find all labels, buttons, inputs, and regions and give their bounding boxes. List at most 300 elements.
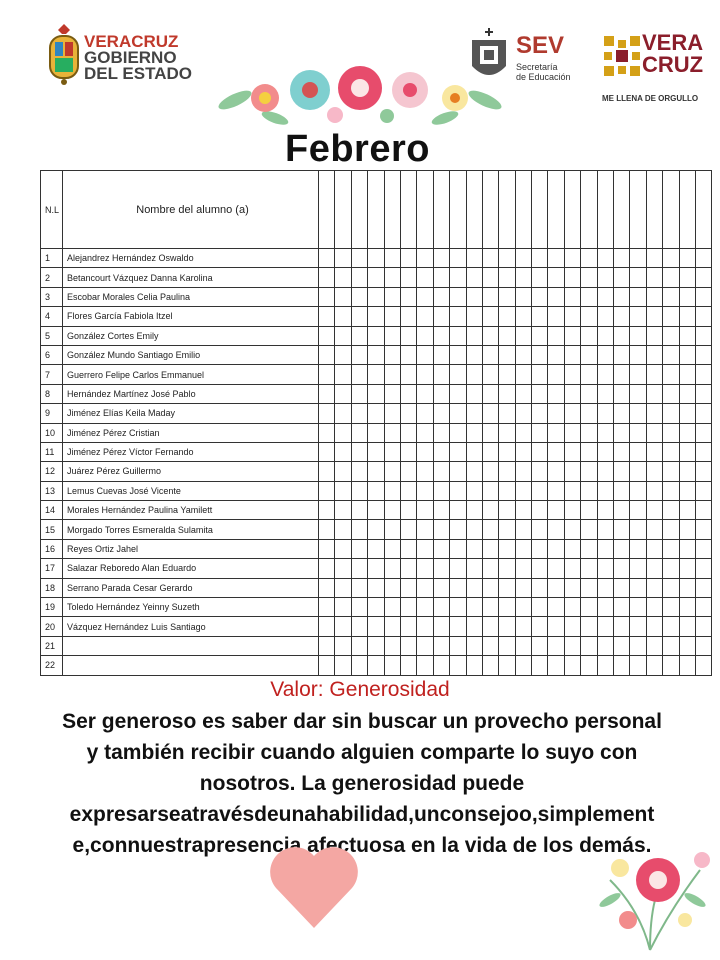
attendance-cell[interactable] [482,404,498,423]
attendance-cell[interactable] [384,481,400,500]
attendance-cell[interactable] [433,268,449,287]
attendance-cell[interactable] [384,287,400,306]
attendance-cell[interactable] [351,481,367,500]
attendance-cell[interactable] [515,249,531,268]
attendance-cell[interactable] [417,326,433,345]
attendance-cell[interactable] [695,539,711,558]
attendance-cell[interactable] [368,326,384,345]
attendance-cell[interactable] [695,249,711,268]
attendance-cell[interactable] [400,462,416,481]
attendance-cell[interactable] [679,287,695,306]
attendance-cell[interactable] [384,636,400,655]
attendance-cell[interactable] [597,501,613,520]
attendance-cell[interactable] [450,326,466,345]
attendance-cell[interactable] [581,384,597,403]
attendance-cell[interactable] [564,404,580,423]
attendance-cell[interactable] [368,539,384,558]
attendance-cell[interactable] [319,578,335,597]
attendance-cell[interactable] [581,268,597,287]
attendance-cell[interactable] [532,423,548,442]
attendance-cell[interactable] [400,442,416,461]
attendance-cell[interactable] [417,656,433,675]
attendance-cell[interactable] [499,656,515,675]
attendance-cell[interactable] [679,384,695,403]
attendance-cell[interactable] [335,539,351,558]
attendance-cell[interactable] [564,462,580,481]
attendance-cell[interactable] [679,636,695,655]
attendance-cell[interactable] [319,249,335,268]
attendance-cell[interactable] [319,520,335,539]
attendance-cell[interactable] [417,404,433,423]
attendance-cell[interactable] [597,462,613,481]
attendance-cell[interactable] [368,520,384,539]
attendance-cell[interactable] [433,365,449,384]
attendance-cell[interactable] [515,598,531,617]
attendance-cell[interactable] [335,249,351,268]
attendance-cell[interactable] [384,423,400,442]
attendance-cell[interactable] [581,404,597,423]
attendance-cell[interactable] [515,520,531,539]
attendance-cell[interactable] [532,384,548,403]
attendance-cell[interactable] [548,404,564,423]
attendance-cell[interactable] [630,326,646,345]
attendance-cell[interactable] [532,636,548,655]
attendance-cell[interactable] [695,636,711,655]
attendance-cell[interactable] [482,307,498,326]
attendance-cell[interactable] [663,656,679,675]
attendance-cell[interactable] [614,404,630,423]
attendance-cell[interactable] [368,481,384,500]
attendance-cell[interactable] [564,287,580,306]
attendance-cell[interactable] [499,249,515,268]
attendance-cell[interactable] [646,462,662,481]
attendance-cell[interactable] [368,636,384,655]
attendance-cell[interactable] [614,501,630,520]
attendance-cell[interactable] [417,501,433,520]
attendance-cell[interactable] [564,423,580,442]
attendance-cell[interactable] [417,617,433,636]
attendance-cell[interactable] [335,268,351,287]
attendance-cell[interactable] [368,578,384,597]
attendance-cell[interactable] [581,656,597,675]
attendance-cell[interactable] [548,268,564,287]
attendance-cell[interactable] [319,656,335,675]
attendance-cell[interactable] [532,539,548,558]
attendance-cell[interactable] [695,287,711,306]
attendance-cell[interactable] [499,481,515,500]
attendance-cell[interactable] [384,268,400,287]
attendance-cell[interactable] [614,365,630,384]
attendance-cell[interactable] [351,501,367,520]
attendance-cell[interactable] [630,520,646,539]
attendance-cell[interactable] [564,365,580,384]
attendance-cell[interactable] [515,539,531,558]
attendance-cell[interactable] [679,501,695,520]
attendance-cell[interactable] [466,404,482,423]
attendance-cell[interactable] [515,559,531,578]
attendance-cell[interactable] [695,481,711,500]
attendance-cell[interactable] [597,481,613,500]
attendance-cell[interactable] [548,442,564,461]
attendance-cell[interactable] [499,442,515,461]
attendance-cell[interactable] [482,617,498,636]
attendance-cell[interactable] [482,462,498,481]
attendance-cell[interactable] [384,656,400,675]
attendance-cell[interactable] [679,326,695,345]
attendance-cell[interactable] [351,617,367,636]
attendance-cell[interactable] [499,501,515,520]
attendance-cell[interactable] [630,462,646,481]
attendance-cell[interactable] [581,539,597,558]
attendance-cell[interactable] [646,365,662,384]
attendance-cell[interactable] [663,559,679,578]
attendance-cell[interactable] [663,307,679,326]
attendance-cell[interactable] [679,249,695,268]
attendance-cell[interactable] [548,462,564,481]
attendance-cell[interactable] [597,307,613,326]
attendance-cell[interactable] [581,520,597,539]
attendance-cell[interactable] [319,462,335,481]
attendance-cell[interactable] [597,268,613,287]
attendance-cell[interactable] [466,617,482,636]
attendance-cell[interactable] [646,617,662,636]
attendance-cell[interactable] [319,481,335,500]
attendance-cell[interactable] [597,598,613,617]
attendance-cell[interactable] [499,559,515,578]
attendance-cell[interactable] [368,249,384,268]
attendance-cell[interactable] [351,559,367,578]
attendance-cell[interactable] [450,462,466,481]
attendance-cell[interactable] [482,384,498,403]
attendance-cell[interactable] [532,462,548,481]
attendance-cell[interactable] [597,539,613,558]
attendance-cell[interactable] [548,578,564,597]
attendance-cell[interactable] [319,326,335,345]
attendance-cell[interactable] [564,326,580,345]
attendance-cell[interactable] [581,636,597,655]
attendance-cell[interactable] [319,501,335,520]
attendance-cell[interactable] [581,365,597,384]
attendance-cell[interactable] [450,307,466,326]
attendance-cell[interactable] [614,423,630,442]
attendance-cell[interactable] [532,404,548,423]
attendance-cell[interactable] [646,636,662,655]
attendance-cell[interactable] [335,462,351,481]
attendance-cell[interactable] [646,442,662,461]
attendance-cell[interactable] [646,578,662,597]
attendance-cell[interactable] [597,578,613,597]
attendance-cell[interactable] [614,287,630,306]
attendance-cell[interactable] [400,598,416,617]
attendance-cell[interactable] [663,617,679,636]
attendance-cell[interactable] [532,598,548,617]
attendance-cell[interactable] [400,656,416,675]
attendance-cell[interactable] [417,539,433,558]
attendance-cell[interactable] [564,578,580,597]
attendance-cell[interactable] [499,326,515,345]
attendance-cell[interactable] [630,656,646,675]
attendance-cell[interactable] [368,617,384,636]
attendance-cell[interactable] [597,287,613,306]
attendance-cell[interactable] [597,249,613,268]
attendance-cell[interactable] [564,520,580,539]
attendance-cell[interactable] [499,520,515,539]
attendance-cell[interactable] [450,559,466,578]
attendance-cell[interactable] [466,578,482,597]
attendance-cell[interactable] [433,326,449,345]
attendance-cell[interactable] [630,384,646,403]
attendance-cell[interactable] [319,365,335,384]
attendance-cell[interactable] [679,578,695,597]
attendance-cell[interactable] [564,345,580,364]
attendance-cell[interactable] [663,462,679,481]
attendance-cell[interactable] [630,481,646,500]
attendance-cell[interactable] [319,384,335,403]
attendance-cell[interactable] [499,307,515,326]
attendance-cell[interactable] [630,442,646,461]
attendance-cell[interactable] [515,287,531,306]
attendance-cell[interactable] [597,520,613,539]
attendance-cell[interactable] [548,656,564,675]
attendance-cell[interactable] [351,598,367,617]
attendance-cell[interactable] [450,598,466,617]
attendance-cell[interactable] [515,656,531,675]
attendance-cell[interactable] [695,268,711,287]
attendance-cell[interactable] [433,520,449,539]
attendance-cell[interactable] [663,520,679,539]
attendance-cell[interactable] [384,404,400,423]
attendance-cell[interactable] [548,345,564,364]
attendance-cell[interactable] [482,559,498,578]
attendance-cell[interactable] [630,559,646,578]
attendance-cell[interactable] [433,539,449,558]
attendance-cell[interactable] [335,423,351,442]
attendance-cell[interactable] [450,423,466,442]
attendance-cell[interactable] [630,598,646,617]
attendance-cell[interactable] [466,345,482,364]
attendance-cell[interactable] [499,617,515,636]
attendance-cell[interactable] [335,501,351,520]
attendance-cell[interactable] [646,268,662,287]
attendance-cell[interactable] [663,345,679,364]
attendance-cell[interactable] [319,287,335,306]
attendance-cell[interactable] [351,578,367,597]
attendance-cell[interactable] [384,520,400,539]
attendance-cell[interactable] [433,617,449,636]
attendance-cell[interactable] [351,249,367,268]
attendance-cell[interactable] [630,617,646,636]
attendance-cell[interactable] [417,365,433,384]
attendance-cell[interactable] [466,442,482,461]
attendance-cell[interactable] [450,520,466,539]
attendance-cell[interactable] [630,539,646,558]
attendance-cell[interactable] [515,384,531,403]
attendance-cell[interactable] [515,365,531,384]
attendance-cell[interactable] [368,656,384,675]
attendance-cell[interactable] [564,559,580,578]
attendance-cell[interactable] [597,617,613,636]
attendance-cell[interactable] [663,268,679,287]
attendance-cell[interactable] [679,442,695,461]
attendance-cell[interactable] [663,501,679,520]
attendance-cell[interactable] [433,656,449,675]
attendance-cell[interactable] [564,307,580,326]
attendance-cell[interactable] [695,617,711,636]
attendance-cell[interactable] [581,617,597,636]
attendance-cell[interactable] [466,636,482,655]
attendance-cell[interactable] [417,559,433,578]
attendance-cell[interactable] [695,307,711,326]
attendance-cell[interactable] [663,249,679,268]
attendance-cell[interactable] [482,636,498,655]
attendance-cell[interactable] [663,326,679,345]
attendance-cell[interactable] [614,384,630,403]
attendance-cell[interactable] [466,656,482,675]
attendance-cell[interactable] [335,578,351,597]
attendance-cell[interactable] [695,578,711,597]
attendance-cell[interactable] [450,384,466,403]
attendance-cell[interactable] [335,520,351,539]
attendance-cell[interactable] [351,345,367,364]
attendance-cell[interactable] [614,345,630,364]
attendance-cell[interactable] [581,345,597,364]
attendance-cell[interactable] [515,578,531,597]
attendance-cell[interactable] [384,326,400,345]
attendance-cell[interactable] [319,559,335,578]
attendance-cell[interactable] [532,481,548,500]
attendance-cell[interactable] [614,656,630,675]
attendance-cell[interactable] [319,598,335,617]
attendance-cell[interactable] [319,307,335,326]
attendance-cell[interactable] [630,287,646,306]
attendance-cell[interactable] [450,578,466,597]
attendance-cell[interactable] [597,326,613,345]
attendance-cell[interactable] [515,404,531,423]
attendance-cell[interactable] [335,307,351,326]
attendance-cell[interactable] [433,636,449,655]
attendance-cell[interactable] [679,462,695,481]
attendance-cell[interactable] [646,501,662,520]
attendance-cell[interactable] [384,442,400,461]
attendance-cell[interactable] [384,307,400,326]
attendance-cell[interactable] [646,307,662,326]
attendance-cell[interactable] [548,598,564,617]
attendance-cell[interactable] [564,501,580,520]
attendance-cell[interactable] [450,481,466,500]
attendance-cell[interactable] [532,365,548,384]
attendance-cell[interactable] [614,442,630,461]
attendance-cell[interactable] [581,578,597,597]
attendance-cell[interactable] [400,384,416,403]
attendance-cell[interactable] [597,559,613,578]
attendance-cell[interactable] [482,249,498,268]
attendance-cell[interactable] [548,423,564,442]
attendance-cell[interactable] [417,384,433,403]
attendance-cell[interactable] [433,578,449,597]
attendance-cell[interactable] [679,539,695,558]
attendance-cell[interactable] [433,423,449,442]
attendance-cell[interactable] [368,462,384,481]
attendance-cell[interactable] [384,559,400,578]
attendance-cell[interactable] [663,442,679,461]
attendance-cell[interactable] [400,559,416,578]
attendance-cell[interactable] [400,481,416,500]
attendance-cell[interactable] [400,578,416,597]
attendance-cell[interactable] [466,539,482,558]
attendance-cell[interactable] [319,404,335,423]
attendance-cell[interactable] [614,481,630,500]
attendance-cell[interactable] [466,501,482,520]
attendance-cell[interactable] [532,249,548,268]
attendance-cell[interactable] [614,268,630,287]
attendance-cell[interactable] [433,249,449,268]
attendance-cell[interactable] [646,656,662,675]
attendance-cell[interactable] [564,598,580,617]
attendance-cell[interactable] [417,249,433,268]
attendance-cell[interactable] [532,656,548,675]
attendance-cell[interactable] [400,501,416,520]
attendance-cell[interactable] [581,442,597,461]
attendance-cell[interactable] [400,539,416,558]
attendance-cell[interactable] [400,617,416,636]
attendance-cell[interactable] [679,423,695,442]
attendance-cell[interactable] [450,501,466,520]
attendance-cell[interactable] [466,365,482,384]
attendance-cell[interactable] [433,442,449,461]
attendance-cell[interactable] [597,656,613,675]
attendance-cell[interactable] [564,384,580,403]
attendance-cell[interactable] [515,326,531,345]
attendance-cell[interactable] [548,307,564,326]
attendance-cell[interactable] [630,636,646,655]
attendance-cell[interactable] [482,423,498,442]
attendance-cell[interactable] [597,384,613,403]
attendance-cell[interactable] [400,345,416,364]
attendance-cell[interactable] [335,481,351,500]
attendance-cell[interactable] [368,442,384,461]
attendance-cell[interactable] [597,345,613,364]
attendance-cell[interactable] [564,656,580,675]
attendance-cell[interactable] [532,520,548,539]
attendance-cell[interactable] [679,307,695,326]
attendance-cell[interactable] [532,287,548,306]
attendance-cell[interactable] [466,423,482,442]
attendance-cell[interactable] [368,423,384,442]
attendance-cell[interactable] [466,249,482,268]
attendance-cell[interactable] [335,365,351,384]
attendance-cell[interactable] [335,404,351,423]
attendance-cell[interactable] [466,326,482,345]
attendance-cell[interactable] [679,617,695,636]
attendance-cell[interactable] [368,365,384,384]
attendance-cell[interactable] [646,345,662,364]
attendance-cell[interactable] [368,307,384,326]
attendance-cell[interactable] [646,481,662,500]
attendance-cell[interactable] [417,287,433,306]
attendance-cell[interactable] [532,559,548,578]
attendance-cell[interactable] [450,345,466,364]
attendance-cell[interactable] [433,481,449,500]
attendance-cell[interactable] [548,249,564,268]
attendance-cell[interactable] [532,578,548,597]
attendance-cell[interactable] [581,481,597,500]
attendance-cell[interactable] [335,442,351,461]
attendance-cell[interactable] [679,656,695,675]
attendance-cell[interactable] [319,617,335,636]
attendance-cell[interactable] [499,636,515,655]
attendance-cell[interactable] [548,617,564,636]
attendance-cell[interactable] [351,636,367,655]
